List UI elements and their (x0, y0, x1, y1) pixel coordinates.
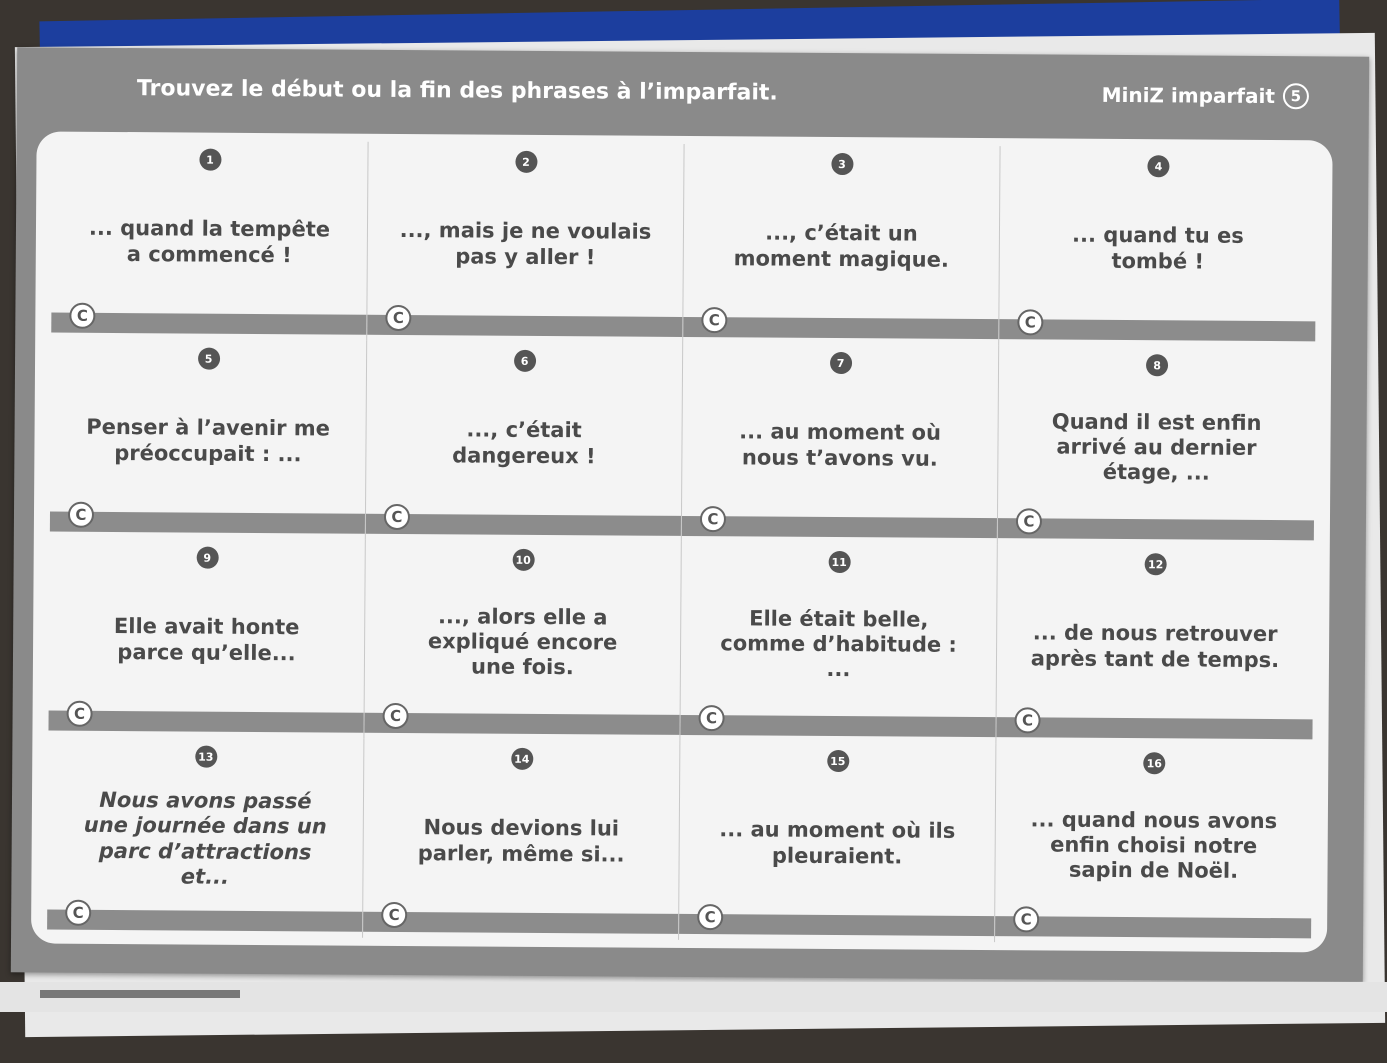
card-bottom-bar (48, 704, 363, 733)
card-bottom-bar (680, 709, 995, 737)
card-bottom-bar (682, 510, 997, 538)
card-sentence-text: ... au moment où ils pleuraient. (719, 817, 956, 868)
bottom-folder-edge (40, 990, 240, 998)
card-number-badge: 11 (828, 551, 850, 573)
card-bottom-bar (50, 505, 365, 534)
c-logo-icon: C (68, 502, 94, 528)
worksheet (11, 47, 1369, 981)
card-bottom-bar (366, 507, 681, 536)
card-grid (31, 131, 1333, 952)
c-logo-icon: C (382, 703, 408, 729)
card-number-badge: 13 (195, 746, 217, 768)
c-logo-icon: C (697, 904, 723, 930)
c-logo-icon: C (67, 701, 93, 727)
sentence-card (366, 341, 683, 542)
card-sentence-text: Penser à l’avenir me préoccupait : ... (86, 415, 331, 466)
card-sentence-text: ..., alors elle a expliqué encore une fois. (427, 603, 618, 680)
card-bottom-bar (679, 908, 994, 936)
card-bottom-bar (367, 308, 682, 337)
series-title: MiniZ imparfait (1101, 82, 1276, 109)
sentence-card (996, 544, 1313, 745)
c-logo-icon: C (1017, 309, 1043, 335)
c-logo-icon: C (1014, 707, 1040, 733)
instruction-text: Trouvez le début ou la fin des phrases à l’imparfait. (136, 75, 778, 106)
sentence-card (47, 737, 364, 938)
sentence-card (680, 542, 997, 743)
sentence-card (48, 538, 365, 739)
card-number-badge: 2 (515, 151, 537, 173)
card-bottom-bar (996, 711, 1312, 739)
c-logo-icon: C (384, 504, 410, 530)
card-number-badge: 10 (512, 549, 534, 571)
card-number-badge: 1 (199, 149, 221, 171)
c-logo-icon: C (1013, 906, 1039, 932)
card-sentence-text: Quand il est enfin arrivé au dernier étage, ... (1051, 409, 1262, 485)
card-bottom-bar (683, 311, 998, 339)
card-sentence-text: ... au moment où nous t’avons vu. (739, 419, 942, 471)
card-bottom-bar (999, 313, 1315, 341)
sentence-card (999, 146, 1316, 347)
series-number-badge: 5 (1283, 83, 1309, 109)
card-bottom-bar (51, 306, 366, 335)
card-sentence-text: ..., c’était un moment magique. (733, 220, 949, 272)
card-number-badge: 12 (1145, 553, 1167, 575)
card-number-badge: 16 (1143, 752, 1165, 774)
card-sentence-text: ... quand la tempête a commencé ! (88, 216, 331, 267)
card-sentence-text: ... quand nous avons enfin choisi notre sapin de Noël. (1030, 807, 1278, 883)
c-logo-icon: C (385, 305, 411, 331)
card-number-badge: 3 (831, 153, 853, 175)
card-number-badge: 9 (196, 547, 218, 569)
c-logo-icon: C (701, 307, 727, 333)
sentence-card (50, 339, 367, 540)
sentence-card (995, 743, 1312, 944)
series-label (1102, 82, 1309, 109)
sentence-card (51, 140, 368, 341)
sentence-card (363, 739, 680, 940)
card-bottom-bar (47, 903, 362, 932)
sentence-card (682, 343, 999, 544)
sentence-card (367, 142, 684, 343)
c-logo-icon: C (69, 303, 95, 329)
card-sentence-text: Nous devions lui parler, même si... (417, 815, 625, 867)
card-number-badge: 7 (829, 352, 851, 374)
card-sentence-text: Elle avait honte parce qu’elle... (113, 614, 300, 665)
card-number-badge: 4 (1147, 155, 1169, 177)
card-sentence-text: ... de nous retrouver après tant de temps. (1030, 620, 1280, 672)
card-sentence-text: ..., mais je ne voulais pas y aller ! (399, 218, 652, 269)
card-sentence-text: ..., c’était dangereux ! (452, 417, 596, 468)
c-logo-icon: C (65, 900, 91, 926)
c-logo-icon: C (381, 902, 407, 928)
card-sentence-text: Nous avons passé une journée dans un parc d’attractions et... (83, 788, 327, 889)
card-bottom-bar (364, 706, 679, 735)
card-number-badge: 5 (197, 348, 219, 370)
sentence-card (364, 540, 681, 741)
card-sentence-text: ... quand tu es tombé ! (1072, 222, 1244, 274)
card-bottom-bar (363, 905, 678, 934)
card-bottom-bar (995, 910, 1311, 938)
sentence-card (683, 144, 1000, 345)
c-logo-icon: C (698, 705, 724, 731)
sentence-card (679, 741, 996, 942)
card-number-badge: 8 (1146, 354, 1168, 376)
sentence-card (998, 345, 1315, 546)
card-number-badge: 14 (511, 748, 533, 770)
card-number-badge: 6 (513, 350, 535, 372)
card-sentence-text: Elle était belle, comme d’habitude : ... (720, 606, 957, 682)
c-logo-icon: C (1016, 508, 1042, 534)
card-number-badge: 15 (827, 750, 849, 772)
worksheet-header (17, 47, 1370, 136)
card-bottom-bar (998, 512, 1314, 540)
c-logo-icon: C (700, 506, 726, 532)
